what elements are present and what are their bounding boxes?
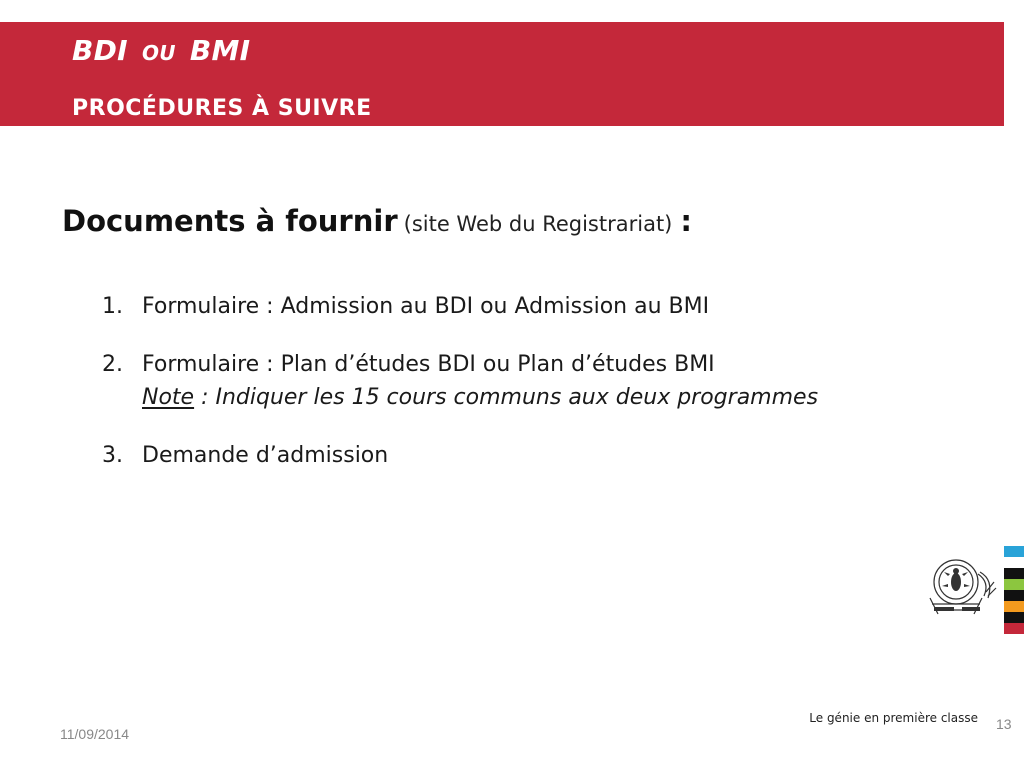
title-part-bmi: BMI (189, 34, 251, 67)
stripe (1004, 612, 1024, 623)
slide-subtitle: PROCÉDURES À SUIVRE (72, 96, 372, 121)
documents-heading-main: Documents à fournir (62, 204, 398, 238)
footer-tagline: Le génie en première classe (809, 711, 978, 725)
documents-heading-source: (site Web du Registrariat) (403, 212, 673, 236)
list-item-text: Demande d’admission (142, 443, 389, 468)
polytechnique-seal-icon (926, 552, 998, 624)
list-item (102, 290, 962, 323)
list-item-number: 2. (102, 352, 123, 377)
color-stripes (1004, 546, 1024, 634)
list-item (102, 348, 962, 414)
stripe (1004, 623, 1024, 634)
title-part-bdi: BDI (72, 34, 128, 67)
slide-title (72, 34, 250, 67)
documents-heading-colon: : (680, 204, 692, 238)
note-label: Note (142, 385, 195, 410)
list-item-number: 3. (102, 443, 123, 468)
list-item (102, 439, 962, 472)
documents-heading (62, 204, 692, 238)
stripe (1004, 546, 1024, 557)
title-connector: OU (141, 41, 176, 65)
note-text: : Indiquer les 15 cours communs aux deux programmes (194, 385, 819, 410)
page-number: 13 (996, 716, 1012, 732)
stripe (1004, 590, 1024, 601)
list-item-body (142, 348, 962, 414)
list-item-text: Formulaire : Admission au BDI ou Admission au BMI (142, 294, 710, 319)
list-item-note (142, 381, 962, 414)
footer-date: 11/09/2014 (60, 726, 130, 742)
stripe (1004, 557, 1024, 568)
list-item-text: Formulaire : Plan d’études BDI ou Plan d’études BMI (142, 352, 715, 377)
stripe (1004, 568, 1024, 579)
stripe (1004, 601, 1024, 612)
list-item-number: 1. (102, 294, 123, 319)
documents-list (102, 290, 962, 497)
stripe (1004, 579, 1024, 590)
